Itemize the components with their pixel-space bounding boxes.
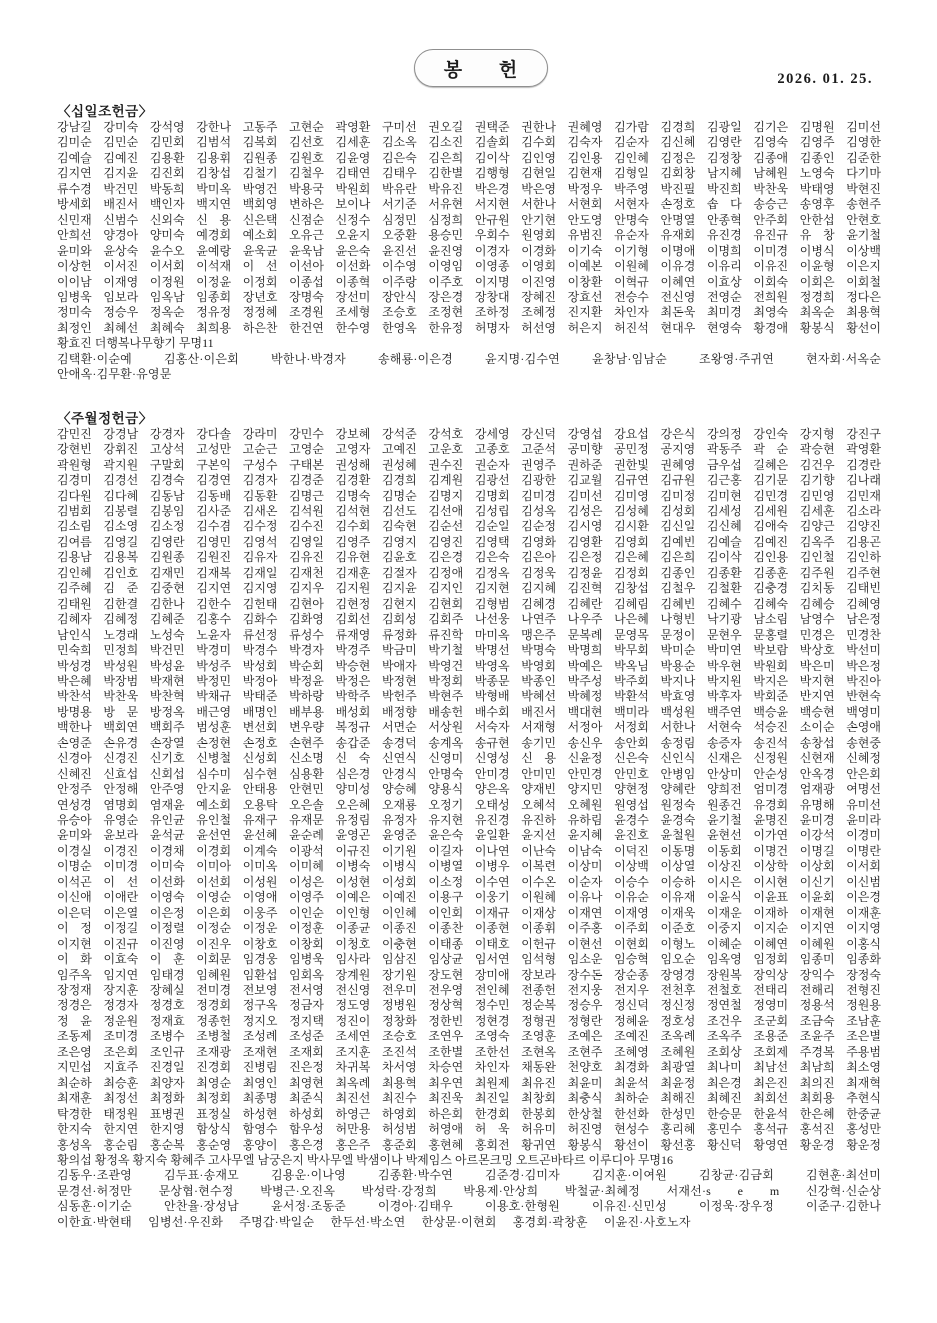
- name-line: 김다원 김다혜 김동남 김동배 김동환 김명근 김명숙 김명순 김명지 김명회 김미경 김미선 김미영 김미정 김미현 김민경 김민영 김민재: [57, 488, 881, 503]
- name-line: 정 윤 정운원 정재효 정종헌 정지오 정지택 정진이 정창화 정한빈 정현경 정형권 정형란 정혜윤 정호성 조건우 조군회 조금숙 조남훈: [57, 1013, 881, 1028]
- name-line: 홍성옥 홍순림 홍순복 홍순영 홍양이 홍은경 홍은주 홍준회 홍현혜 홍회전 황귀연 황봉식 황선이 황선홍 황신덕 황영연 황운경 황운정: [57, 1137, 881, 1152]
- name-line: 조동제 조미경 조병수 조병철 조성례 조성준 조세연 조승호 조연우 조영숙 조영훈 조예은 조예진 조옥례 조옥주 조용준 조윤주 조은별: [57, 1029, 881, 1044]
- name-line: 이신애 이애란 이영숙 이영순 이영애 이영주 이예은 이예진 이용구 이웅기 이원혜 이유나 이유순 이유재 이윤식 이윤표 이윤회 이은경: [57, 890, 881, 905]
- name-line: 김예슬 김예진 김용환 김용휘 김원종 김원호 김윤영 김은숙 김은희 김이삭 김인영 김인용 김인혜 김정은 김정창 김종애 김종인 김준한: [57, 150, 881, 165]
- name-line: 남인식 노경래 노성숙 노윤자 류선정 류성수 류재영 류정화 류진학 마미옥 맹은주 문복례 문영목 문정이 문현우 문홍렬 민경은 민경찬: [57, 627, 881, 642]
- name-line: 박찬석 박찬욱 박찬혁 박채규 박태준 박하랑 박학주 박헌주 박현주 박형배 박혜선 박혜정 박환석 박효영 박후자 박회준 반지연 반현숙: [57, 689, 881, 704]
- name-line: 신경아 신경진 신기호 신병철 신성회 신소명 신 숙 신연식 신영미 신영성 신 용 신윤정 신은숙 신인식 신재은 신정원 신현재 신혜정: [57, 751, 881, 766]
- name-line: 감민진 강경남 강경자 강다솔 강라미 강민수 강보혜 강석준 강석호 강세영 강신덕 강영섭 강요섭 강은식 강의정 강인숙 강지형 강진구: [57, 426, 881, 441]
- section-tithe: [57, 103, 881, 383]
- name-line: 안희선 양경아 양미숙 예경회 예소회 오유근 오윤지 오중환 용승민 우회수 원영회 유범진 유순자 유재회 유진경 유진규 유 창 윤기철: [57, 228, 881, 243]
- name-line: 강현빈 강휘진 고상석 고성만 고순근 고영순 고영자 고예진 고운호 고종호 고준석 공미향 공민정 공지영 곽동주 곽 순 곽승현 곽영환: [57, 442, 881, 457]
- section-monthly-header: 〈주월정헌금〉: [57, 410, 153, 426]
- name-line: 김소림 김소영 김소정 김수겸 김수정 김수진 김수회 김숙현 김순선 김순일 김순정 김시영 김시환 김신일 김신혜 김애숙 김양근 김양진: [57, 519, 881, 534]
- name-line: 이 정 이정길 이정렬 이정순 이정운 이정훈 이종균 이종진 이종찬 이종현 이종휘 이주홍 이주회 이준호 이중지 이지순 이지연 이지영: [57, 921, 881, 936]
- name-line: 한지숙 한지연 한지영 함상식 함영수 함우성 허만용 허성범 허영애 허 욱 허유미 허진영 현성수 홍리혜 홍민수 홍석규 홍석진 홍성만: [57, 1122, 881, 1137]
- section-monthly: [57, 410, 881, 1231]
- name-line: 김경미 김경선 김경숙 김경연 김경자 김경준 김경환 김경희 김계원 김광선 김광한 김교월 김규연 김규원 김근홍 김기문 김기향 김나래: [57, 473, 881, 488]
- name-line: 김범회 김봉렬 김봉임 김사준 김새온 김석원 김석현 김선도 김선애 김성립 김성옥 김성은 김성혜 김성회 김세성 김세원 김세훈 김소라: [57, 503, 881, 518]
- document-date: 2026. 01. 25.: [777, 71, 873, 87]
- document-title-pill: [414, 49, 548, 87]
- name-line: 윤미와 윤보라 윤석균 윤선연 윤선혜 윤순례 윤영곤 윤영준 윤은숙 윤일환 윤지선 윤지혜 윤진호 윤철원 윤현선 이가연 이강석 이경미: [57, 828, 881, 843]
- name-line: 신혜진 신효섭 신회섭 심수미 심수현 심용환 심은경 안경식 안명숙 안미경 안미민 안민경 안민호 안병임 안상미 안순성 안옥경 안은회: [57, 766, 881, 781]
- name-line: 류수경 박건민 박동희 박미옥 박영건 박용국 박원회 박유란 박유진 박은경 박은영 박정우 박주영 박진필 박진희 박찬욱 박태영 박현진: [57, 181, 881, 196]
- name-line: 이석곤 이 선 이선화 이선회 이성원 이성은 이성현 이성회 이소정 이수연 이수온 이순자 이승수 이승하 이시은 이시현 이신기 이신범: [57, 874, 881, 889]
- name-line: 이은덕 이은열 이은정 이은회 이웅주 이인순 이인형 이인혜 이인회 이재규 이재상 이재연 이재영 이재욱 이재운 이재하 이재현 이재훈: [57, 905, 881, 920]
- name-line: 김미순 김민순 김민회 김범석 김복회 김선호 김세훈 김소옥 김소진 김솔회 김수회 김숙자 김순자 김신혜 김영란 김영숙 김영주 김영한: [57, 135, 881, 150]
- name-line: 김주혜 김 준 김중현 김지연 김지영 김지우 김지원 김지윤 김지인 김지현 김지혜 김진혁 김창섭 김철우 김철환 김충경 김치동 김태빈: [57, 581, 881, 596]
- name-line: 방세회 배진서 백인자 백지연 백회영 변하은 보이나 서기준 서유현 서지현 서한나 서현회 서현자 손정호 솝 다 송승근 송영후 송현주: [57, 197, 881, 212]
- name-line: 이한효·박현태 임병선·우진화 주명갑·박일순 한두선·박소연 한상문·이현회 홍경회·곽창훈 이윤진·사호노자: [57, 1214, 691, 1229]
- section-tithe-name-rows: [57, 120, 881, 383]
- name-line: 최순하 최승훈 최양자 최영순 최영인 최영현 최옥례 최용혁 최우연 최원제 최유진 최윤미 최윤석 최윤정 최은경 최은진 최의진 최재혁: [57, 1075, 881, 1090]
- name-line: 방명용 방 문 방정옥 배근영 배명인 배부용 배성회 배정향 배송헌 배수회 배진서 백대현 백미라 백성원 백주연 백승윤 백승현 백영미: [57, 704, 881, 719]
- name-line: 임주옥 임지연 임태경 임혜원 임환섭 임회옥 장계원 장기원 장도현 장미애 장보라 장수돈 장순종 장영경 장원복 장익상 장익수 장정숙: [57, 967, 881, 982]
- name-line: 박은혜 박장범 박재현 박정민 박정아 박정윤 박정은 박정현 박정회 박종문 박종인 박주성 박주회 박지나 박지원 박지은 박지현 박진아: [57, 673, 881, 688]
- name-line: 문경선·허정만 문상협·현수정 박병근·오진옥 박성락·강정희 박용제·안상희 박철균·최혜정 서재선·s e m 신강혁·신순상: [57, 1183, 881, 1198]
- name-line: 김태원 김한결 김한나 김한수 김헌태 김현아 김현정 김현지 김현회 김형범 김혜경 김혜란 김혜림 김혜빈 김혜수 김혜숙 김혜승 김혜영: [57, 596, 881, 611]
- name-line: 이지현 이진규 이진영 이진우 이창호 이창회 이청호 이충현 이태종 이태호 이헌규 이현선 이현회 이형노 이혜순 이혜연 이혜원 이홍식: [57, 936, 881, 951]
- name-line: 임병욱 임보라 임옥남 임종회 장년호 장명숙 장선미 장안식 장은경 장창대 장혜진 장효선 전승수 전신영 전영순 전희원 정경희 정다은: [57, 289, 881, 304]
- section-tithe-header: 〈십일조헌금〉: [57, 104, 153, 119]
- name-line: 유승아 유영순 유인균 유인철 유재구 유재문 유정림 유정자 유지현 유진경 유진하 유하림 윤경수 윤경숙 윤기철 윤명진 윤미경 윤미라: [57, 813, 881, 828]
- name-line: 김용남 김용복 김원종 김원진 김유자 김유진 김유현 김윤호 김은경 김은숙 김은아 김은정 김은혜 김은희 김이삭 김인용 김인철 김인하: [57, 550, 881, 565]
- name-line: 김여름 김영길 김영란 김영민 김영석 김영일 김영주 김영지 김영진 김영택 김영화 김영환 김영회 김예빈 김예슬 김예진 김옥주 김용곤: [57, 534, 881, 549]
- name-line: 조은영 조은회 조인규 조재광 조재현 조재회 조지훈 조진석 조한별 조한선 조현옥 조현주 조혜영 조혜원 조회상 조회제 주경복 주용범: [57, 1044, 881, 1059]
- name-line: 안정주 안정해 안주영 안지윤 안태용 안현민 양미성 양승혜 양용식 양은옥 양재빈 양지민 양현정 양혜란 양희전 엄미경 엄재광 여명선: [57, 782, 881, 797]
- name-line: 신민재 신범수 신외숙 신 용 신은택 신점순 신정수 심정민 심정희 안규원 안기현 안도영 안명숙 안명열 안종혁 안주회 안한섭 안현호: [57, 212, 881, 227]
- name-line: 장정재 장지훈 장혜실 전미경 전보영 전서영 전신영 전우미 전우영 전인혜 전종헌 전지웅 전지우 전천후 전철호 전태리 전해리 전형진: [57, 983, 881, 998]
- name-line: 김혜자 김혜정 김혜준 김홍수 김화수 김화영 김회선 김회성 김회주 나선웅 나연주 나우주 나은혜 나형빈 낙기광 남소림 남영수 남은정: [57, 612, 881, 627]
- name-line: 김지연 김지윤 김진회 김창섭 김철기 김철우 김태연 김태우 김한별 김행형 김현일 김현재 김형일 김회창 남지혜 남혜원 노영숙 다기마: [57, 166, 881, 181]
- name-line: 최재훈 최정선 최정화 최정회 최종명 최준식 최진선 최진수 최진욱 최진일 최창회 최충식 최하순 최해진 최혜진 최회선 최회용 추현식: [57, 1091, 881, 1106]
- name-line: 이상헌 이서진 이서회 이석재 이 선 이선아 이선화 이수영 이영임 이영종 이영회 이예본 이원혜 이유경 이유리 이유진 이윤형 이은지: [57, 259, 881, 274]
- name-line: 윤미와 윤상숙 윤수오 윤예랑 윤욱균 윤욱남 윤은숙 윤진선 윤진영 이경자 이경화 이기숙 이기형 이명애 이명희 이미경 이병식 이상백: [57, 243, 881, 258]
- name-line: 강남길 강미숙 강석영 강한나 고동주 고현순 곽영환 구미선 권오길 권택준 권한나 권혜영 김가람 김경희 김광일 김기은 김명원 김미선: [57, 120, 881, 134]
- name-line: 황효진 더행복나무향기 무명11: [57, 336, 214, 351]
- section-monthly-name-rows: [57, 427, 881, 1231]
- document-content: [57, 103, 881, 1230]
- document-title: 봉 헌: [443, 59, 519, 81]
- name-line: 박성경 박성원 박성윤 박성주 박성회 박순회 박승현 박애자 박영건 박영옥 박영회 박예은 박옥님 박용순 박우현 박원회 박은미 박은정: [57, 658, 881, 673]
- name-line: 김동우·조관영 김두표·송재모 김용운·이나영 김종환·박수연 김준경·김미자 김지훈·이여원 김창균·김금회 김현훈·최선미: [57, 1168, 881, 1183]
- name-line: 백한나 백회연 백회주 범성훈 변선회 변우량 복정규 서면순 서상원 서숙자 서재형 서정아 서정회 서한나 서현숙 석승진 소이순 손영애: [57, 720, 881, 735]
- name-line: 민숙희 민정희 박건민 박경미 박경수 박경자 박경주 박금미 박기철 박명선 박명숙 박명희 박무회 박미순 박미연 박보람 박상호 박선미: [57, 643, 881, 658]
- name-line: 최정인 최혜선 최혜숙 최희용 하은찬 한건연 한수영 한영옥 한유정 허명자 허선영 허은지 허진석 현대우 현영숙 황경애 황봉식 황선이: [57, 320, 881, 335]
- name-line: 황의섭 황정옥 황지숙 황혜주 고사무엘 남궁은지 박사무엘 박샘이나 박제임스 아르몬크밍 오트곤바타르 이루디아 무명16: [57, 1153, 674, 1167]
- name-line: 이명순 이미경 이미숙 이미아 이미옥 이미혜 이병숙 이병식 이병열 이병우 이복련 이상미 이상백 이상열 이상진 이상학 이상회 이서회: [57, 859, 881, 874]
- name-line: 지민섭 지효주 진경일 진경회 진병림 진은정 차귀복 차서영 차승연 차인자 채동완 천양호 최경화 최광열 최나미 최남선 최남희 최소영: [57, 1060, 881, 1075]
- name-line: 김인혜 김인호 김재민 김재복 김재일 김재천 김재훈 김절자 김정애 김정옥 김정욱 김정윤 김정회 김종인 김종환 김종훈 김주원 김주현: [57, 565, 881, 580]
- name-line: 이이남 이재영 이정원 이정윤 이정회 이종섭 이종혁 이주랑 이주호 이지명 이진영 이창환 이혁규 이혜연 이효상 이회숙 이회은 이회철: [57, 274, 881, 289]
- name-line: 정경은 정경자 정경호 정경회 정구옥 정금자 정도영 정병원 정상혁 정수민 정순복 정승우 정신덕 정신정 정연철 정영미 정용석 정원용: [57, 998, 881, 1013]
- name-line: 손영준 손유경 손장열 손정현 손정호 손현주 송갑준 송경덕 송계옥 송규현 송기민 송신우 송안회 송정림 송증자 송진석 송창섭 송현중: [57, 735, 881, 750]
- name-line: 안애옥·김무환·유영문: [57, 367, 172, 382]
- name-line: 심동훈·이기순 안찬율·장성남 윤서정·조동준 이경아·김태우 이용호·한형원 이유진·신민성 이정욱·장우정 이준구·김한나: [57, 1199, 881, 1214]
- name-line: 정미숙 정승우 정옥순 정유정 정정혜 조경원 조세형 조승호 조정현 조하정 조혜정 진지환 차인자 최돈욱 최미경 최영숙 최옥순 최용혁: [57, 305, 881, 320]
- name-line: 김택환·이순예 김홍산·이은회 박한나·박경자 송해룡·이은경 윤지명·김수연 윤창남·임남순 조왕영·주귀연 현자회·서옥순: [57, 351, 881, 366]
- name-line: 탁경한 태정원 표병권 표정실 하성현 하성회 하영근 하영회 하은회 한경회 한봉회 한상철 한선화 한성민 한승문 한윤석 한은혜 한중균: [57, 1106, 881, 1121]
- name-line: 이 화 이효숙 이 훈 이회문 임경웅 임병욱 임사라 임삼진 임상균 임서연 임석형 임소운 임승혁 임오순 임옥영 임정회 임종미 임종화: [57, 952, 881, 967]
- name-line: 곽원형 곽지원 구말회 구본익 구성수 구태본 권성해 권성혜 권수진 권순자 권영주 권하준 권한빛 권혜영 금우섭 길혜은 김건우 김경란: [57, 457, 881, 472]
- name-line: 연성경 염명회 염재윤 예소회 오용탁 오은솔 오은혜 오재룡 오정기 오태성 오혜석 오혜원 원영섭 원정숙 원종건 유경회 유명해 유미선: [57, 797, 881, 812]
- name-line: 이경실 이경진 이경채 이경회 이계숙 이광석 이규진 이기원 이길자 이나연 이난숙 이남숙 이덕진 이동명 이동회 이명건 이명길 이명란: [57, 843, 881, 858]
